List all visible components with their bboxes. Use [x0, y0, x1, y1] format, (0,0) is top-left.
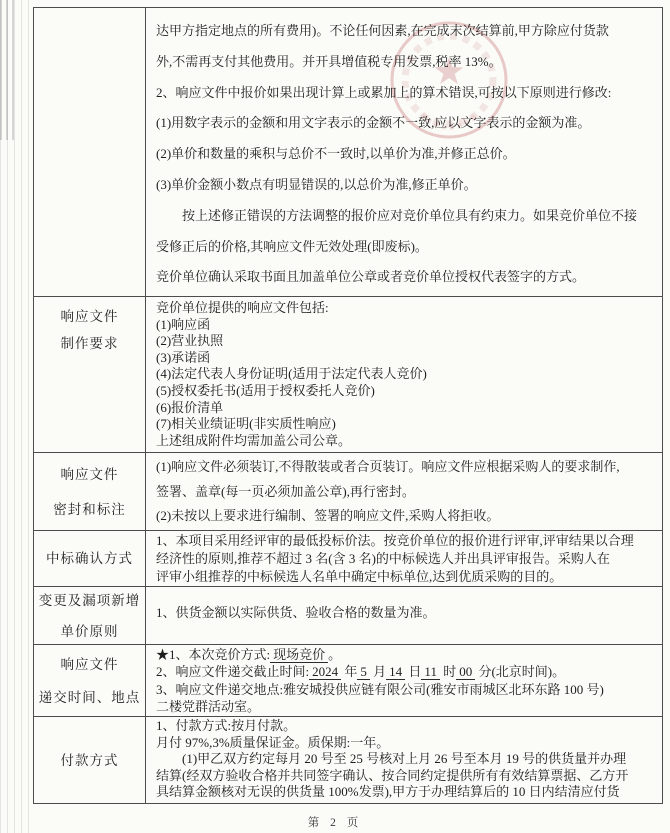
content-line: 1、供货金额以实际供货、验收合格的数量为准。 — [156, 605, 436, 620]
underlined-text-segment: 2024 — [309, 664, 341, 680]
content-line: 1、付款方式:按月付款。 — [156, 718, 297, 733]
text-segment: 日 — [405, 664, 422, 680]
content-line: 受修正后的价格,其响应文件无效处理(即废标)。 — [156, 238, 428, 254]
content-line: (3)单价金额小数点有明显错误的,以总价为准,修正单价。 — [156, 176, 477, 192]
content-line: (5)授权委托书(适用于授权委托人竞价) — [156, 382, 375, 398]
content-line: 竞价单位确认采取书面且加盖单位公章或者竞价单位授权代表签字的方式。 — [156, 269, 586, 285]
underlined-text-segment: 5 — [357, 664, 370, 680]
row-label — [34, 587, 146, 644]
table-row — [34, 297, 662, 453]
underlined-text-segment: 11 — [421, 664, 440, 680]
row-label — [34, 297, 146, 452]
underlined-text-segment: 00 — [456, 664, 475, 680]
row-label-line: 密封和标注 — [53, 501, 126, 517]
content-line — [156, 646, 656, 663]
content-line: 评审小组推荐的中标候选人名单中确定中标单位,达到优质采购的目的。 — [156, 569, 563, 584]
row-content — [146, 453, 662, 530]
row-label — [34, 453, 146, 530]
row-content — [146, 645, 662, 716]
content-line: 3、响应文件递交地点:雅安城投供应链有限公司(雅安市雨城区北环东路 100 号) — [156, 681, 604, 697]
table-row — [34, 645, 662, 717]
content-line: 签署、盖章(每一页必须加盖公章),再行密封。 — [156, 483, 415, 499]
table-row — [34, 8, 662, 297]
row-content — [146, 297, 662, 452]
page-number: 第 2 页 — [307, 817, 363, 829]
content-line: 经济性的原则,推荐不超过 3 名(含 3 名)的中标候选人并出具评审报告。采购人在 — [156, 551, 610, 566]
text-segment: 年 — [341, 664, 358, 680]
row-content — [146, 531, 662, 586]
content-line: 按上述修正错误的方法调整的报价应对竞价单位具有约束力。如果竞价单位不接 — [156, 207, 638, 223]
content-line: 2、响应文件中报价如果出现计算上或累加上的算术错误,可按以下原则进行修改: — [156, 84, 612, 100]
content-line: (7)相关业绩证明(非实质性响应) — [156, 416, 336, 432]
row-label-line: 响应文件 — [60, 309, 119, 324]
content-line — [156, 663, 656, 680]
content-line: (2)营业执照 — [156, 333, 224, 349]
content-line: 1、本项目采用经评审的最低投标价法。按竞价单位的报价进行评审,评审结果以合理 — [156, 533, 634, 548]
text-segment: 。 — [328, 647, 342, 662]
content-line: (3)承诺函 — [156, 349, 211, 365]
spec-table — [33, 7, 663, 804]
content-line: 结算(经双方验收合格并共同签字确认、按合同约定提供所有有效结算票据、乙方开 — [156, 767, 629, 783]
row-label-line: 响应文件 — [60, 466, 119, 482]
text-segment: 月 — [369, 664, 387, 680]
content-line: (2)未按以上要求进行编制、签署的响应文件,采购人将拒收。 — [156, 508, 500, 523]
content-line: 具结算金额核对无误的供货量 100%发票),甲方于办理结算后的 10 日内结清应付货 — [156, 784, 620, 800]
content-line: (1)响应文件必须装订,不得散装或者合页装订。响应文件应根据采购人的要求制作, — [156, 459, 620, 474]
content-line: (6)报价清单 — [156, 399, 224, 415]
content-line: (4)法定代表人身份证明(适用于法定代表人竞价) — [156, 366, 427, 382]
row-label-line: 付款方式 — [60, 752, 119, 768]
row-label — [34, 717, 146, 803]
content-line: (2)单价和数量的乘积与总价不一致时,以单价为准,并修正总价。 — [156, 146, 516, 162]
scan-streak-artifact-top — [0, 0, 18, 140]
content-line: 月付 97%,3%质量保证金。质保期:一年。 — [156, 734, 390, 750]
row-content — [146, 717, 662, 803]
row-label — [34, 645, 146, 716]
table-row — [34, 717, 662, 803]
content-line: 二楼党群活动室。 — [156, 699, 261, 715]
content-line: 竞价单位提供的响应文件包括: — [156, 300, 329, 315]
text-segment: 时 — [439, 664, 457, 680]
row-content — [146, 587, 662, 644]
row-label-line: 响应文件 — [60, 656, 119, 672]
text-segment: 2、响应文件递交截止时间: — [156, 664, 310, 680]
row-label — [34, 8, 146, 296]
row-label — [34, 531, 146, 586]
underlined-text-segment: 现场竞价 — [270, 647, 328, 663]
row-label-line: 递交时间、地点 — [38, 689, 141, 705]
text-segment: 分(北京时间)。 — [475, 664, 566, 680]
content-line: (1)响应函 — [156, 316, 211, 332]
row-label-line: 变更及漏项新增 — [38, 592, 141, 608]
row-label-line: 中标确认方式 — [46, 551, 133, 566]
content-line: 达甲方指定地点的所有费用)。不论任何因素,在完成末次结算前,甲方除应付货款 — [156, 23, 609, 38]
content-line: (1)用数字表示的金额和用文字表示的金额不一致,应以文字表示的金额为准。 — [156, 115, 591, 131]
underlined-text-segment: 14 — [386, 664, 405, 680]
table-row — [34, 587, 662, 645]
table-row — [34, 453, 662, 531]
row-content — [146, 8, 662, 296]
content-line: 上述组成附件均需加盖公司公章。 — [156, 432, 352, 448]
text-segment: ★1、本次竞价方式: — [156, 647, 271, 662]
content-line: (1)甲乙双方约定每月 20 号至 25 号核对上月 26 号至本月 19 号的供货量并办理 — [156, 751, 627, 767]
row-label-line: 制作要求 — [60, 336, 119, 351]
table-row — [34, 531, 662, 587]
row-label-line: 单价原则 — [60, 623, 119, 639]
content-line: 外,不需再支付其他费用。并开具增值税专用发票,税率 13%。 — [156, 53, 502, 69]
